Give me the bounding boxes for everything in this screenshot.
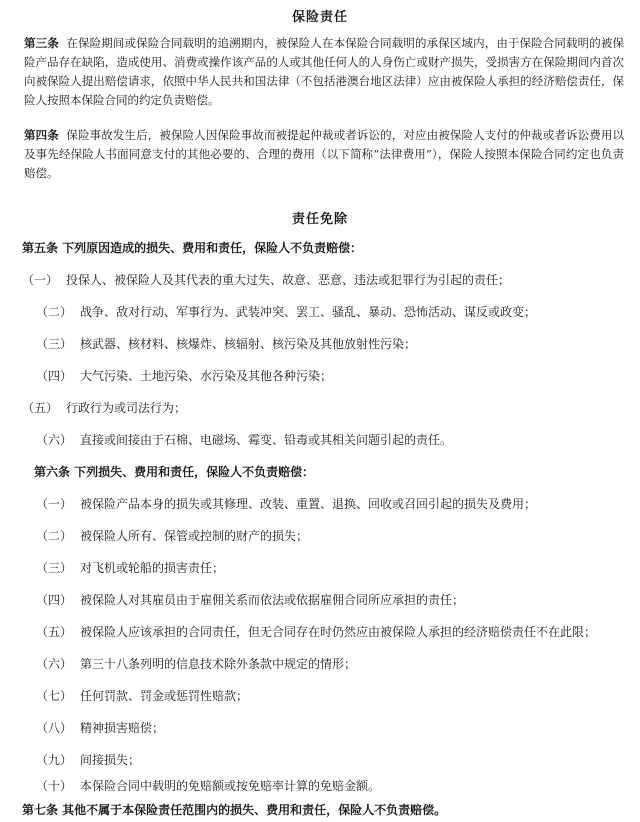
article-5-header: 第五条 下列原因造成的损失、费用和责任，保险人不负责赔偿： xyxy=(22,241,363,255)
list-item: （六） 直接或间接由于石棉、电磁场、霉变、铅毒或其相关问题引起的责任。 xyxy=(36,433,453,447)
list-item: （五） 被保险人应该承担的合同责任，但无合同存在时仍然应由被保险人承担的经济赔偿责任不在此限； xyxy=(36,625,597,639)
list-item: （五） 行政行为或司法行为； xyxy=(22,401,187,415)
article-3-text: 在保险期间或保险合同载明的追溯期内，被保险人在本保险合同载明的承保区域内，由于保险合同载明的被保险产品存在缺陷，造成使用、消费或操作该产品的人或其他任何人的人身伤亡或财产损失，受损害方在保险期间内首次向被保险人提出赔偿请求，依照中华人民共和国法律（不包括港澳台地区法律）应由被保险人承担的经济赔偿责任，保险人按照本保险合同的约定负责赔偿。 xyxy=(24,36,625,107)
list-item: （八） 精神损害赔偿； xyxy=(36,721,165,735)
list-item: （三） 核武器、核材料、核爆炸、核辐射、核污染及其他放射性污染； xyxy=(36,337,417,351)
article-6-header: 第六条 下列损失、费用和责任，保险人不负责赔偿： xyxy=(34,465,315,479)
list-item: （六） 第三十八条列明的信息技术除外条款中规定的情形； xyxy=(36,657,357,671)
article-7-header: 第七条 其他不属于本保险责任范围内的损失、费用和责任，保险人不负责赔偿。 xyxy=(22,803,447,817)
section-title-exclusions: 责任免除 xyxy=(291,212,348,227)
list-item: （二） 被保险人所有、保管或控制的财产的损失； xyxy=(36,529,309,543)
list-item: （四） 被保险人对其雇员由于雇佣关系而依法或依据雇佣合同所应承担的责任； xyxy=(36,593,465,607)
article-3 xyxy=(24,34,624,110)
list-item: （十） 本保险合同中载明的免赔额或按免赔率计算的免赔金额。 xyxy=(36,779,381,793)
list-item: （一） 被保险产品本身的损失或其修理、改装、重置、退换、回收或召回引起的损失及费用； xyxy=(36,497,537,511)
section-title-insurance-liability: 保险责任 xyxy=(291,10,348,25)
article-4-text: 保险事故发生后，被保险人因保险事故而被提起仲裁或者诉讼的，对应由被保险人支付的仲裁或者诉讼费用以及事先经保险人书面同意支付的其他必要的、合理的费用（以下简称“法律费用”），保险人按照本保险合同约定也负责赔偿。 xyxy=(24,128,625,180)
list-item: （一） 投保人、被保险人及其代表的重大过失、故意、恶意、违法或犯罪行为引起的责任； xyxy=(22,273,511,287)
list-item: （九） 间接损失； xyxy=(36,753,141,767)
article-4 xyxy=(24,126,624,183)
list-item: （四） 大气污染、土地污染、水污染及其他各种污染； xyxy=(36,369,333,383)
list-item: （二） 战争、敌对行动、军事行为、武装冲突、罢工、骚乱、暴动、恐怖活动、谋反或政变； xyxy=(36,305,537,319)
article-4-label: 第四条 xyxy=(24,128,59,142)
list-item: （七） 任何罚款、罚金或惩罚性赔款； xyxy=(36,689,249,703)
list-item: （三） 对飞机或轮船的损害责任； xyxy=(36,561,225,575)
article-3-label: 第三条 xyxy=(24,36,59,50)
